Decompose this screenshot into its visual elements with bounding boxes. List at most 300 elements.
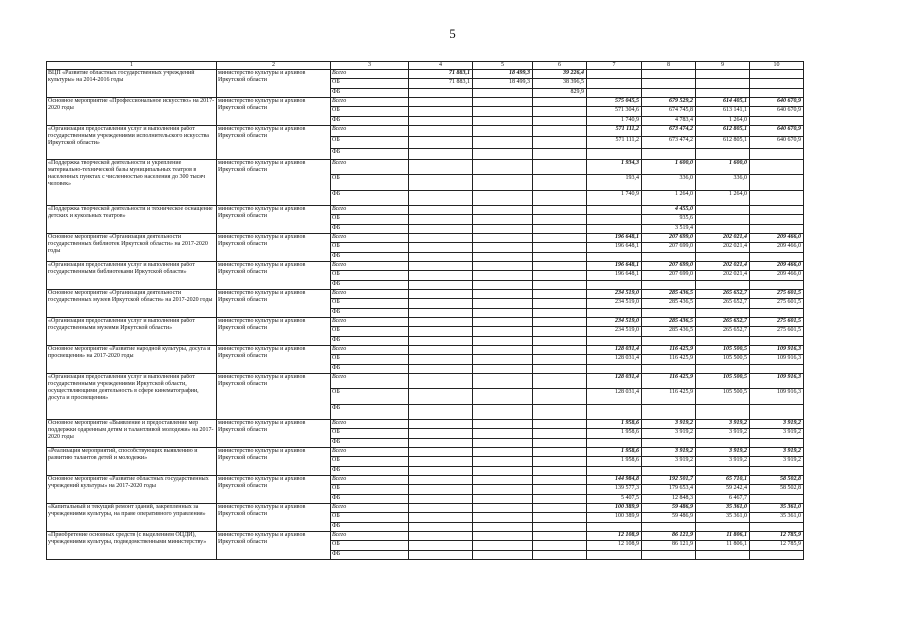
amount-cell: 18 499,3 [473,79,533,88]
amount-cell [473,429,533,438]
amount-cell [587,364,642,373]
amount-cell [696,224,750,233]
amount-cell: 1 958,6 [587,448,642,457]
funding-source: ОБ [331,79,409,88]
amount-cell [587,308,642,317]
amount-cell: 613 141,1 [696,107,750,116]
funding-source: Всего [331,262,409,271]
funding-source: ОБ [331,175,409,190]
amount-cell [473,243,533,252]
amount-cell [409,206,473,215]
activity-name: Основное мероприятие «Организация деятельности государственных библиотек Иркутской области» на 2017-2020 годы [47,234,217,262]
amount-cell [696,550,750,559]
amount-cell: 571 304,6 [587,107,642,116]
amount-cell: 4 455,0 [642,206,696,215]
amount-cell: 202 021,4 [696,243,750,252]
amount-cell: 209 466,0 [750,243,804,252]
executor: министерство культуры и архивов Иркутской области [217,476,331,504]
amount-cell: 35 361,0 [750,504,804,513]
amount-cell: 100 389,9 [587,513,642,522]
amount-cell [533,280,587,289]
amount-cell [473,234,533,243]
amount-cell: 275 601,5 [750,299,804,308]
funding-source: ФБ [331,88,409,97]
amount-cell: 275 601,5 [750,327,804,336]
amount-cell [409,522,473,531]
amount-cell [473,513,533,522]
amount-cell [533,160,587,175]
amount-cell [409,252,473,261]
amount-cell [473,374,533,389]
amount-cell: 1 264,0 [696,190,750,205]
amount-cell [409,234,473,243]
amount-cell [696,79,750,88]
funding-source: ОБ [331,137,409,148]
amount-cell [409,126,473,137]
amount-cell [409,190,473,205]
amount-cell [533,190,587,205]
amount-cell [587,438,642,447]
activity-name: Основное мероприятие «Профессиональное искусство» на 2017-2020 годы [47,98,217,126]
amount-cell [533,448,587,457]
amount-cell [533,532,587,541]
amount-cell [533,215,587,224]
amount-cell [587,550,642,559]
funding-source: ФБ [331,308,409,317]
amount-cell [533,148,587,159]
amount-cell [473,206,533,215]
amount-cell [533,346,587,355]
funding-source: ФБ [331,466,409,475]
amount-cell [473,485,533,494]
amount-cell: 71 883,1 [409,70,473,79]
funding-source: ФБ [331,190,409,205]
amount-cell [473,290,533,299]
amount-cell [409,160,473,175]
amount-cell: 3 919,2 [696,457,750,466]
amount-cell: 11 806,1 [696,541,750,550]
amount-cell [642,364,696,373]
activity-name: Основное мероприятие «Организация деятельности государственных музеев Иркутской области» на 2017-2020 годы [47,290,217,318]
amount-cell [587,336,642,345]
amount-cell: 128 031,4 [587,355,642,364]
amount-cell: 336,0 [642,175,696,190]
column-header: 4 [409,62,473,70]
amount-cell: 829,9 [533,88,587,97]
amount-cell [533,429,587,438]
column-header: 6 [533,62,587,70]
amount-cell: 285 436,5 [642,318,696,327]
amount-cell: 128 031,4 [587,389,642,404]
amount-cell [696,336,750,345]
amount-cell [642,404,696,419]
amount-cell [533,504,587,513]
amount-cell [409,346,473,355]
executor: министерство культуры и архивов Иркутской области [217,98,331,126]
funding-source: ФБ [331,336,409,345]
amount-cell [409,457,473,466]
amount-cell [473,318,533,327]
amount-cell: 116 425,9 [642,389,696,404]
amount-cell [409,327,473,336]
amount-cell [473,541,533,550]
funding-source: Всего [331,476,409,485]
amount-cell: 1 958,6 [587,420,642,429]
amount-cell: 575 045,5 [587,98,642,107]
amount-cell [473,504,533,513]
amount-cell [750,522,804,531]
activity-name: Основное мероприятие «Развитие народной культуры, досуга и просвещения» на 2017-2020 годы [47,346,217,374]
amount-cell: 640 670,9 [750,126,804,137]
amount-cell [409,438,473,447]
amount-cell: 3 919,2 [696,429,750,438]
funding-source: ФБ [331,550,409,559]
amount-cell [409,513,473,522]
amount-cell: 192 501,7 [642,476,696,485]
amount-cell [533,137,587,148]
funding-source: ФБ [331,438,409,447]
funding-source: Всего [331,448,409,457]
amount-cell [696,252,750,261]
column-header: 9 [696,62,750,70]
amount-cell: 234 519,0 [587,318,642,327]
amount-cell [642,336,696,345]
amount-cell [409,280,473,289]
amount-cell [750,438,804,447]
funding-source: ОБ [331,271,409,280]
amount-cell: 207 699,0 [642,243,696,252]
column-header: 3 [331,62,409,70]
funding-source: ОБ [331,389,409,404]
amount-cell [473,532,533,541]
activity-name: «Организация предоставления услуг и выполнения работ государственными библиотеками Иркутской области» [47,262,217,290]
amount-cell [473,98,533,107]
amount-cell [642,70,696,79]
amount-cell: 3 519,4 [642,224,696,233]
amount-cell [642,550,696,559]
amount-cell [473,148,533,159]
amount-cell: 935,6 [642,215,696,224]
amount-cell: 3 919,2 [696,420,750,429]
amount-cell [409,355,473,364]
amount-cell [533,327,587,336]
amount-cell [750,494,804,503]
amount-cell: 11 806,1 [696,532,750,541]
amount-cell: 105 500,5 [696,355,750,364]
amount-cell [533,389,587,404]
amount-cell: 105 500,5 [696,374,750,389]
amount-cell [473,346,533,355]
amount-cell [473,126,533,137]
amount-cell [473,160,533,175]
amount-cell [750,88,804,97]
amount-cell: 5 407,5 [587,494,642,503]
table-row [47,374,804,389]
table-row [47,160,804,175]
amount-cell: 105 500,5 [696,389,750,404]
amount-cell [409,98,473,107]
amount-cell [750,336,804,345]
amount-cell [750,466,804,475]
amount-cell: 3 919,2 [642,429,696,438]
amount-cell [750,175,804,190]
amount-cell [696,280,750,289]
amount-cell [409,374,473,389]
amount-cell: 209 466,0 [750,262,804,271]
amount-cell [696,364,750,373]
amount-cell [533,107,587,116]
table-row [47,476,804,485]
amount-cell [533,308,587,317]
amount-cell [473,404,533,419]
amount-cell: 116 425,9 [642,374,696,389]
budget-table [46,61,804,560]
amount-cell [409,318,473,327]
amount-cell [533,476,587,485]
funding-source: ОБ [331,541,409,550]
amount-cell [473,438,533,447]
amount-cell [533,252,587,261]
amount-cell [696,148,750,159]
amount-cell [473,522,533,531]
amount-cell [696,404,750,419]
amount-cell: 116 425,9 [642,355,696,364]
amount-cell [642,308,696,317]
amount-cell: 116 425,9 [642,346,696,355]
amount-cell: 1 264,0 [642,190,696,205]
funding-source: Всего [331,346,409,355]
amount-cell: 285 436,5 [642,290,696,299]
amount-cell [409,148,473,159]
funding-source: ФБ [331,252,409,261]
amount-cell: 209 466,0 [750,271,804,280]
amount-cell: 144 984,8 [587,476,642,485]
amount-cell [533,116,587,125]
table-row [47,532,804,541]
activity-name: «Поддержка творческой деятельности и техническое оснащение детских и кукольных театров» [47,206,217,234]
amount-cell [409,550,473,559]
amount-cell: 1 958,6 [587,457,642,466]
amount-cell: 3 919,2 [696,448,750,457]
funding-source: Всего [331,420,409,429]
amount-cell: 3 919,2 [750,448,804,457]
funding-source: ФБ [331,404,409,419]
amount-cell: 1 740,9 [587,190,642,205]
amount-cell: 179 653,4 [642,485,696,494]
amount-cell: 275 601,5 [750,318,804,327]
amount-cell [473,262,533,271]
amount-cell [409,389,473,404]
amount-cell: 196 648,1 [587,262,642,271]
funding-source: ОБ [331,457,409,466]
amount-cell [750,116,804,125]
amount-cell: 202 021,4 [696,271,750,280]
amount-cell: 86 121,9 [642,532,696,541]
amount-cell [696,206,750,215]
amount-cell [587,404,642,419]
amount-cell: 4 783,4 [642,116,696,125]
amount-cell [473,190,533,205]
amount-cell: 59 242,4 [696,485,750,494]
amount-cell: 12 785,9 [750,541,804,550]
funding-source: Всего [331,290,409,299]
amount-cell [409,290,473,299]
amount-cell: 65 710,1 [696,476,750,485]
amount-cell [533,513,587,522]
amount-cell [750,160,804,175]
table-row [47,448,804,457]
amount-cell [409,364,473,373]
funding-source: Всего [331,318,409,327]
amount-cell: 571 111,2 [587,126,642,137]
funding-source: ФБ [331,148,409,159]
amount-cell: 234 519,0 [587,299,642,308]
amount-cell [696,88,750,97]
activity-name: «Организация предоставления услуг и выполнения работ государственными учреждениями Иркутской области, осуществляющими деятельность в сфере кинематографии, досуга и просвещения» [47,374,217,420]
amount-cell: 571 111,2 [587,137,642,148]
amount-cell [409,336,473,345]
amount-cell: 105 500,5 [696,346,750,355]
amount-cell [642,466,696,475]
amount-cell: 193,4 [587,175,642,190]
amount-cell: 202 021,4 [696,234,750,243]
amount-cell [587,522,642,531]
funding-source: Всего [331,126,409,137]
amount-cell [750,190,804,205]
amount-cell [587,466,642,475]
amount-cell [696,522,750,531]
amount-cell [409,404,473,419]
amount-cell [473,280,533,289]
table-row [47,504,804,513]
amount-cell: 265 652,7 [696,327,750,336]
amount-cell [533,364,587,373]
amount-cell [473,116,533,125]
amount-cell: 12 108,9 [587,532,642,541]
amount-cell: 674 745,8 [642,107,696,116]
activity-name: «Реализация мероприятий, способствующих выявлению и развитию талантов детей и молодежи» [47,448,217,476]
amount-cell: 59 486,9 [642,504,696,513]
amount-cell: 202 021,4 [696,262,750,271]
amount-cell [409,262,473,271]
amount-cell [642,522,696,531]
amount-cell [750,70,804,79]
amount-cell [473,215,533,224]
funding-source: ФБ [331,116,409,125]
amount-cell: 207 699,0 [642,234,696,243]
amount-cell: 35 361,0 [750,513,804,522]
amount-cell: 612 805,1 [696,126,750,137]
amount-cell [696,70,750,79]
amount-cell [473,494,533,503]
amount-cell [750,550,804,559]
amount-cell [587,148,642,159]
amount-cell [533,336,587,345]
amount-cell: 109 916,3 [750,374,804,389]
funding-source: Всего [331,160,409,175]
amount-cell: 285 436,5 [642,327,696,336]
funding-source: ОБ [331,355,409,364]
amount-cell [409,243,473,252]
amount-cell: 207 699,0 [642,262,696,271]
amount-cell: 128 031,4 [587,346,642,355]
amount-cell: 109 916,3 [750,355,804,364]
amount-cell: 39 226,4 [533,70,587,79]
funding-source: ОБ [331,429,409,438]
table-row [47,98,804,107]
amount-cell: 640 670,9 [750,98,804,107]
amount-cell [473,327,533,336]
activity-name: «Поддержка творческой деятельности и укрепление материально-технической базы муниципальных театров в населенных пунктах с численностью населения до 300 тысяч человек» [47,160,217,206]
amount-cell: 196 648,1 [587,243,642,252]
funding-source: ОБ [331,513,409,522]
amount-cell: 18 499,3 [473,70,533,79]
amount-cell [409,215,473,224]
funding-source: Всего [331,234,409,243]
amount-cell: 1 740,9 [587,116,642,125]
funding-source: Всего [331,70,409,79]
amount-cell [473,457,533,466]
amount-cell [473,476,533,485]
amount-cell [409,271,473,280]
executor: министерство культуры и архивов Иркутской области [217,234,331,262]
amount-cell [533,206,587,215]
amount-cell [642,148,696,159]
amount-cell: 71 883,1 [409,79,473,88]
funding-source: ОБ [331,215,409,224]
amount-cell: 265 652,7 [696,290,750,299]
funding-source: Всего [331,532,409,541]
amount-cell: 109 916,3 [750,346,804,355]
amount-cell [533,374,587,389]
amount-cell [533,243,587,252]
amount-cell: 3 919,2 [750,429,804,438]
amount-cell [409,494,473,503]
amount-cell [473,448,533,457]
amount-cell [473,224,533,233]
amount-cell: 265 652,7 [696,299,750,308]
amount-cell [409,224,473,233]
table-header-row [47,62,804,70]
amount-cell [409,485,473,494]
amount-cell [750,364,804,373]
amount-cell [473,364,533,373]
amount-cell [750,79,804,88]
executor: министерство культуры и архивов Иркутской области [217,374,331,420]
amount-cell [473,420,533,429]
amount-cell [533,485,587,494]
funding-source: ФБ [331,280,409,289]
table-row [47,126,804,137]
amount-cell [409,175,473,190]
amount-cell [533,224,587,233]
amount-cell: 1 600,0 [642,160,696,175]
executor: министерство культуры и архивов Иркутской области [217,532,331,560]
amount-cell [409,504,473,513]
activity-name: «Организация предоставления услуг и выполнения работ государственными учреждениями исполнительского искусства Иркутской области» [47,126,217,160]
amount-cell [533,541,587,550]
amount-cell: 234 519,0 [587,290,642,299]
amount-cell: 139 577,3 [587,485,642,494]
amount-cell [473,299,533,308]
funding-source: Всего [331,98,409,107]
table-row [47,290,804,299]
amount-cell: 640 670,9 [750,107,804,116]
amount-cell [533,438,587,447]
executor: министерство культуры и архивов Иркутской области [217,346,331,374]
amount-cell [642,252,696,261]
amount-cell [533,271,587,280]
